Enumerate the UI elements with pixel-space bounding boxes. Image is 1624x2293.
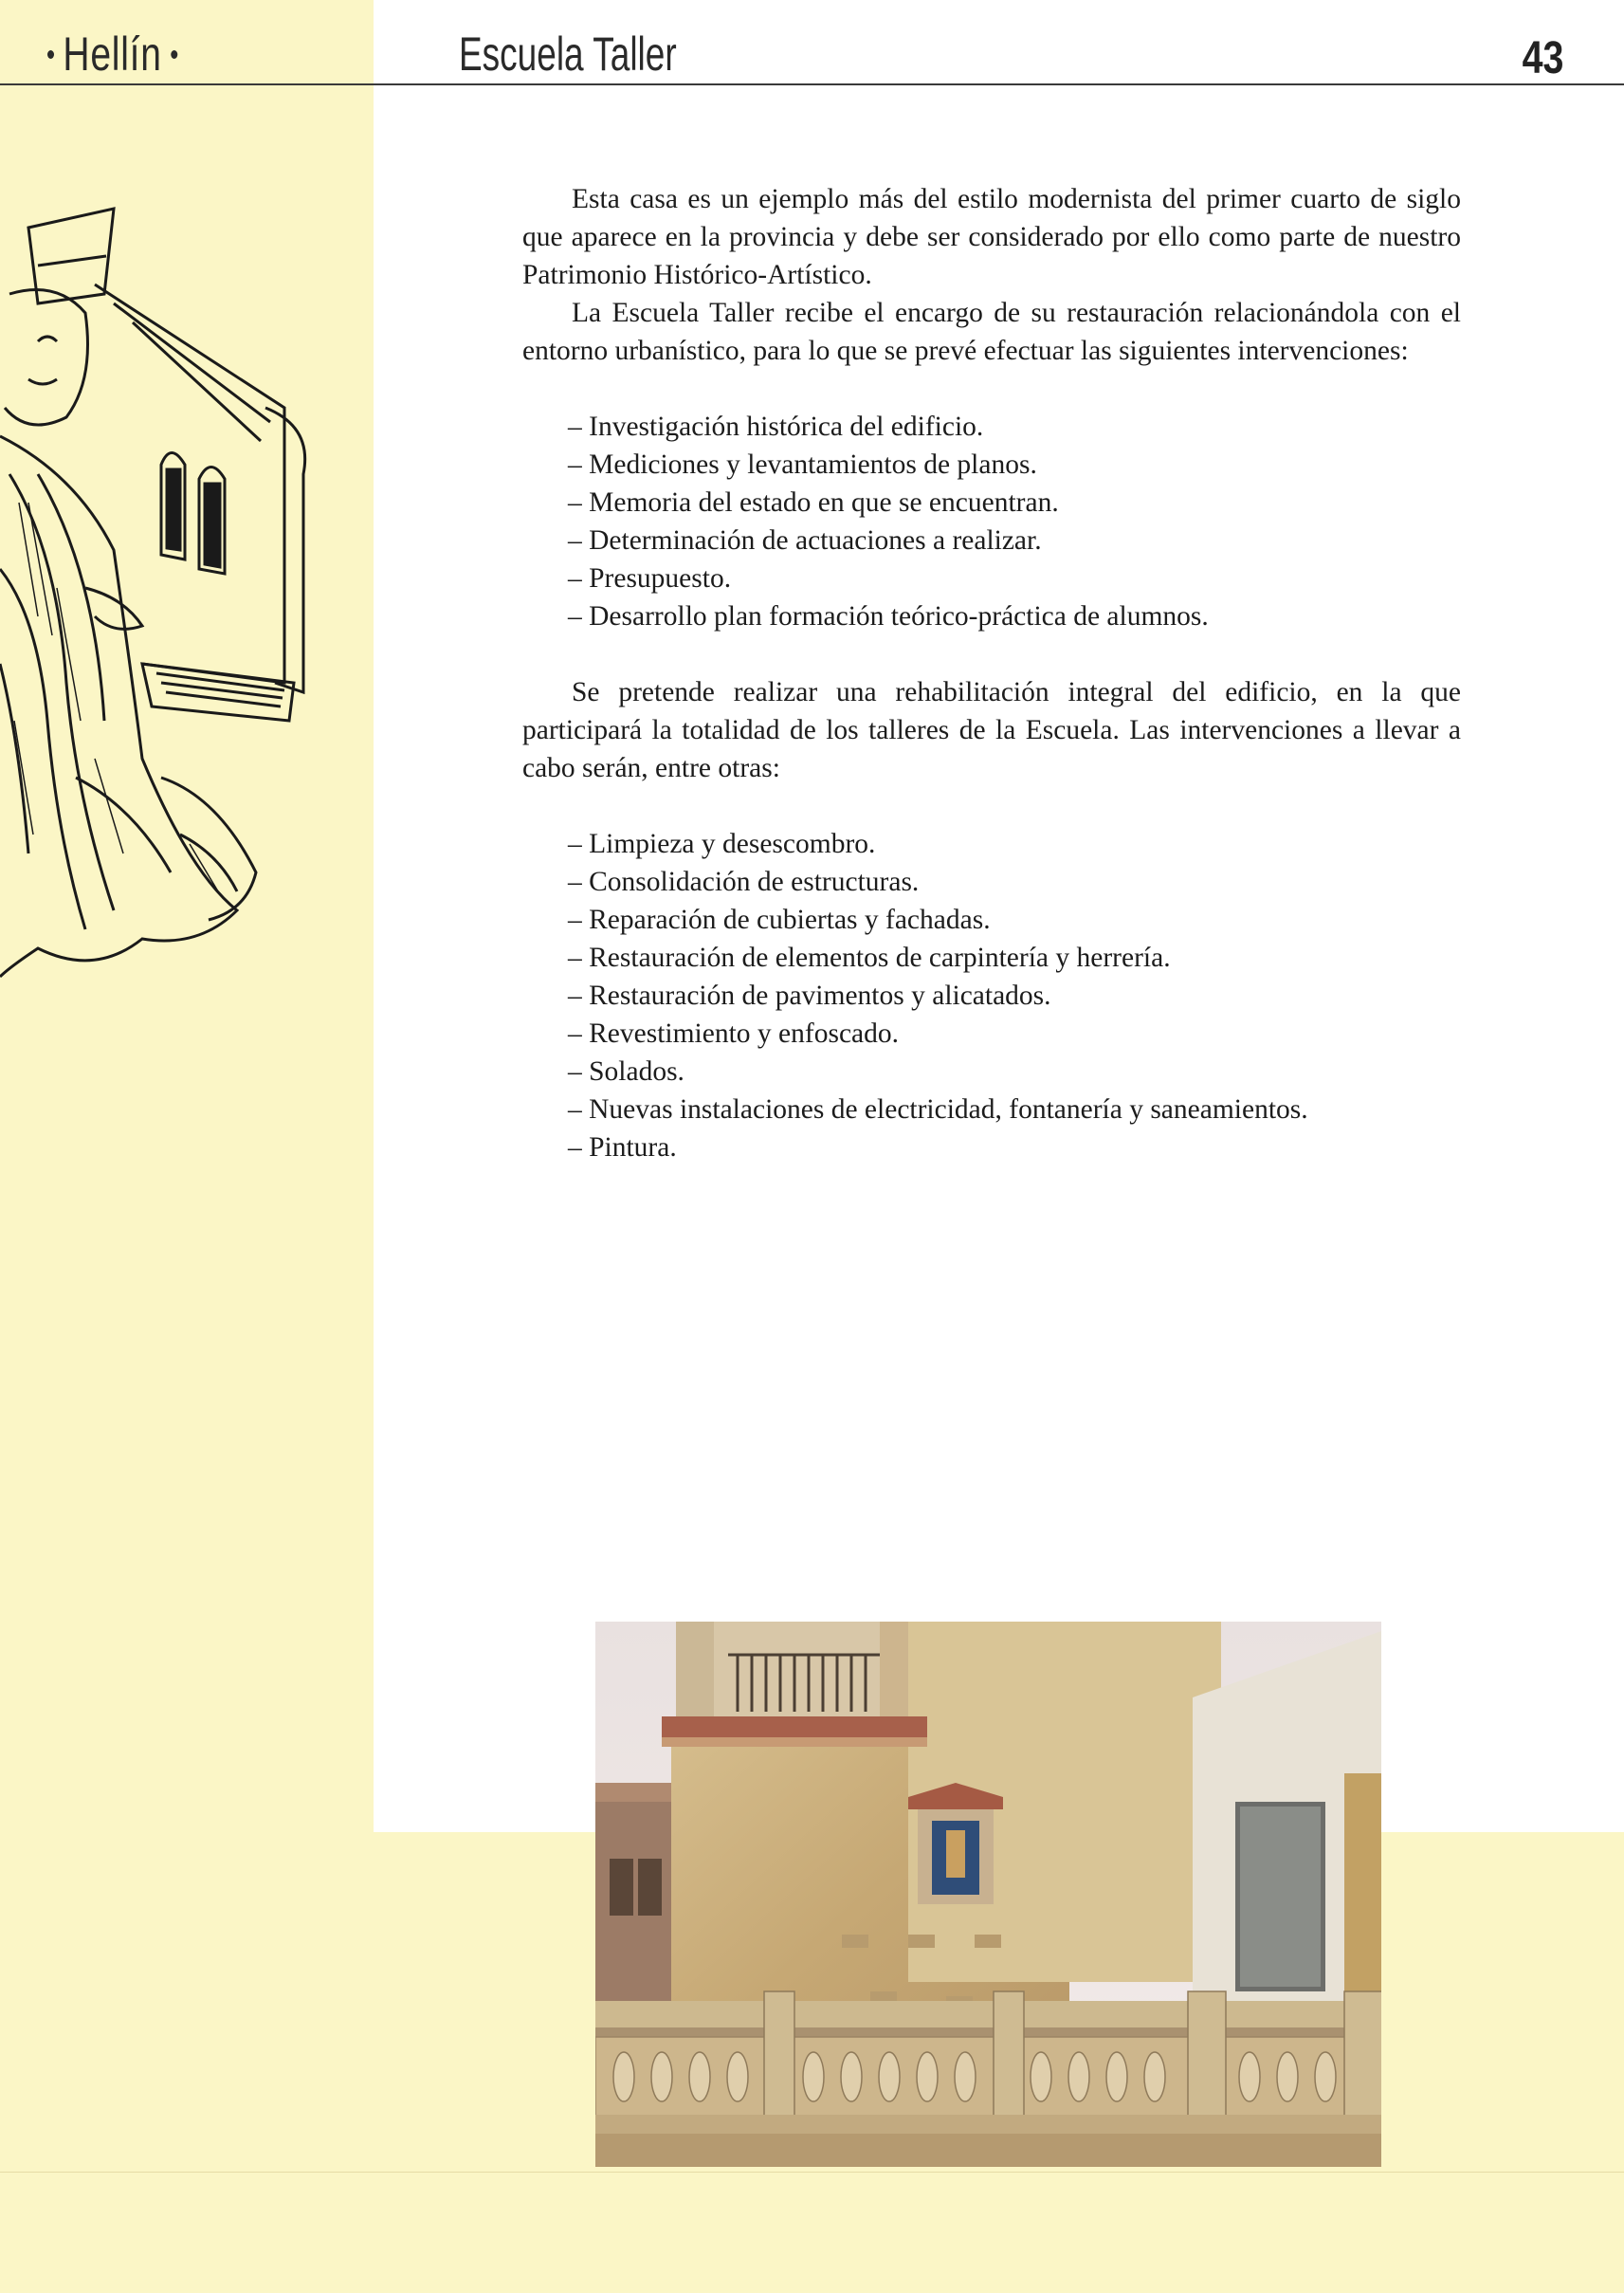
- list-item: – Solados.: [568, 1056, 684, 1087]
- page-number: 43: [1522, 33, 1563, 83]
- header-section: [47, 27, 177, 82]
- body-text: [522, 180, 1461, 1166]
- list-item: – Desarrollo plan formación teórico-práctica de alumnos.: [568, 601, 1209, 632]
- list-item: – Revestimiento y enfoscado.: [568, 1018, 900, 1049]
- page-header: [0, 0, 1624, 87]
- list-item: – Presupuesto.: [568, 563, 732, 594]
- list-item: – Restauración de pavimentos y alicatados.: [568, 981, 1051, 1011]
- list-item: – Nuevas instalaciones de electricidad, fontanería y saneamientos.: [568, 1094, 1308, 1125]
- paragraph: Se pretende realizar una rehabilitación integral del edificio, en la que participará la totalidad de los talleres de la Escuela. Las intervenciones a llevar a cabo serán, entre otras:: [522, 677, 1461, 783]
- list-item: – Reparación de cubiertas y fachadas.: [568, 905, 991, 935]
- list-item: – Pintura.: [568, 1132, 677, 1163]
- header-divider: [0, 83, 1624, 85]
- works-list: [522, 825, 1461, 1166]
- bullet-dot-icon: [171, 50, 177, 59]
- paragraph: La Escuela Taller recibe el encargo de su restauración relacionándola con el entorno urbanístico, para lo que se prevé efectuar las siguientes intervenciones:: [522, 298, 1461, 366]
- list-item: – Investigación histórica del edificio.: [568, 412, 984, 442]
- bullet-dot-icon: [47, 50, 54, 59]
- list-item: – Determinación de actuaciones a realizar.: [568, 525, 1042, 556]
- woodcut-scholar-illustration: [0, 190, 322, 996]
- interventions-list: [522, 408, 1461, 635]
- paragraph: Esta casa es un ejemplo más del estilo modernista del primer cuarto de siglo que aparece en la provincia y debe ser considerado por ello como parte de nuestro Patrimonio Histórico-Artístico.: [522, 184, 1461, 290]
- spacer: [522, 370, 1461, 408]
- list-item: – Consolidación de estructuras.: [568, 867, 920, 897]
- list-item: – Limpieza y desescombro.: [568, 829, 876, 859]
- header-title: Escuela Taller: [459, 28, 677, 81]
- spacer: [522, 635, 1461, 673]
- list-item: – Mediciones y levantamientos de planos.: [568, 449, 1037, 480]
- list-item: – Memoria del estado en que se encuentran.: [568, 487, 1059, 518]
- list-item: – Restauración de elementos de carpintería y herrería.: [568, 943, 1171, 973]
- header-section-label: Hellín: [63, 28, 162, 81]
- footer-divider: [0, 2172, 1624, 2173]
- spacer: [522, 787, 1461, 825]
- building-photo: [595, 1622, 1381, 2167]
